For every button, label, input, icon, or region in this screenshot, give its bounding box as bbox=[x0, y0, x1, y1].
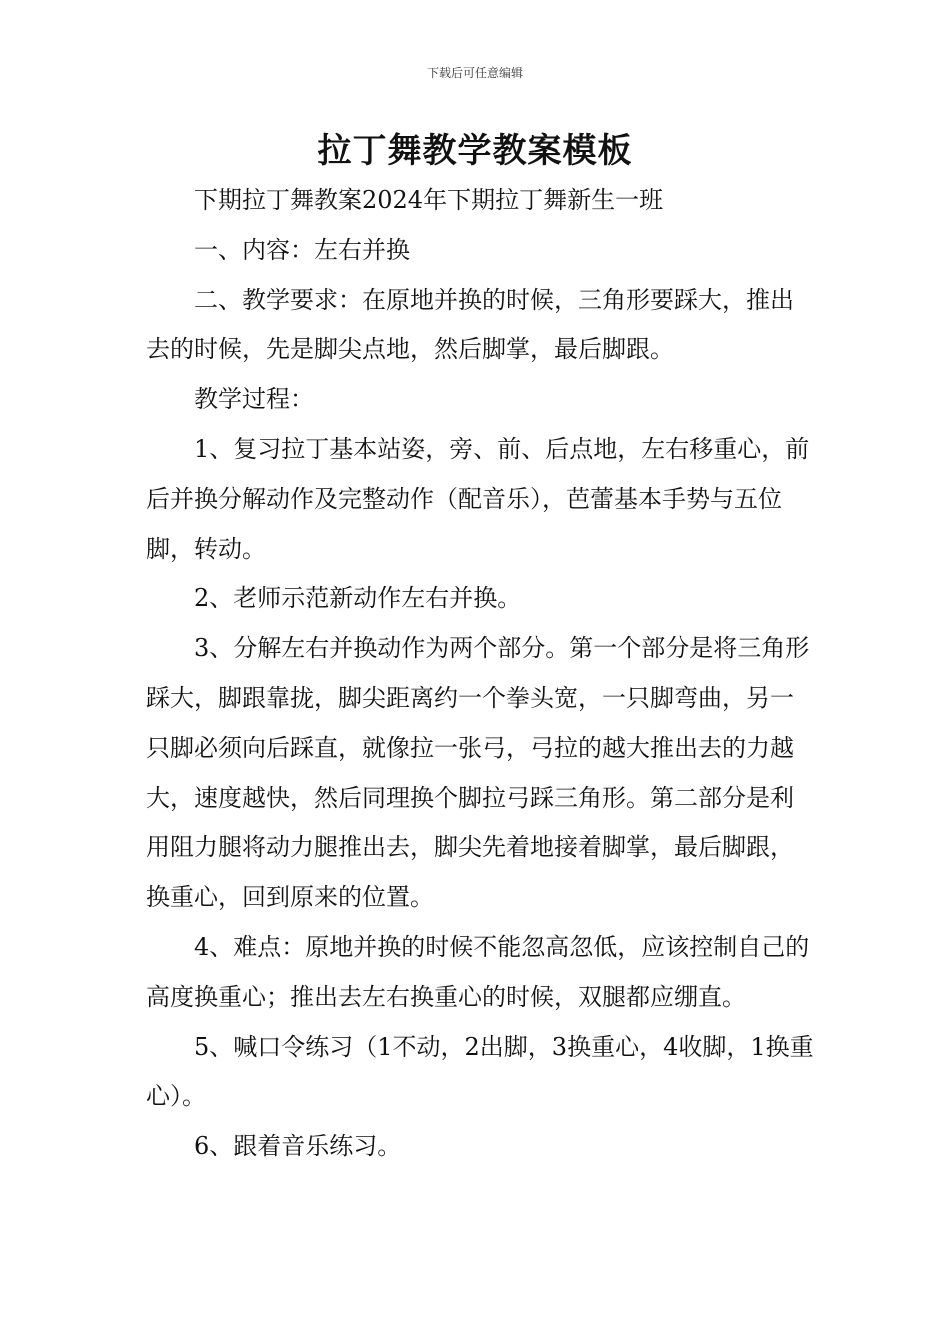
paragraph-step-6: 6、跟着音乐练习。 bbox=[194, 1132, 402, 1161]
paragraph-step-4: 4、难点：原地并换的时候不能忽高忽低，应该控制自己的高度换重心；推出去左右换重心的时候，双腿都应绷直。 bbox=[146, 932, 810, 1011]
paragraph-class-info: 下期拉丁舞教案2024年下期拉丁舞新生一班 bbox=[194, 186, 664, 214]
document-title: 拉丁舞教学教案模板 bbox=[317, 131, 633, 171]
paragraph-requirements: 二、教学要求：在原地并换的时候，三角形要踩大，推出去的时候，先是脚尖点地，然后脚掌，最后脚跟。 bbox=[146, 285, 794, 364]
paragraph-step-1: 1、复习拉丁基本站姿，旁、前、后点地，左右移重心，前后并换分解动作及完整动作（配音乐），芭蕾基本手势与五位脚，转动。 bbox=[146, 434, 810, 563]
paragraph-step-5: 5、喊口令练习（1不动，2出脚，3换重心，4收脚，1换重心）。 bbox=[146, 1032, 814, 1111]
paragraph-content: 一、内容：左右并换 bbox=[194, 235, 410, 264]
paragraph-step-3: 3、分解左右并换动作为两个部分。第一个部分是将三角形踩大，脚跟靠拢，脚尖距离约一个拳头宽，一只脚弯曲，另一只脚必须向后踩直，就像拉一张弓，弓拉的越大推出去的力越大，速度越快，然后同理换个脚拉弓踩三角形。第二部分是利用阻力腿将动力腿推出去，脚尖先着地接着脚掌，最后脚跟，换重心，回到原来的位置。 bbox=[146, 634, 810, 912]
document-body bbox=[146, 176, 814, 1172]
paragraph-step-2: 2、老师示范新动作左右并换。 bbox=[194, 584, 522, 613]
header-note: 下载后可任意编辑 bbox=[426, 66, 523, 80]
paragraph-process-heading: 教学过程： bbox=[194, 385, 314, 414]
